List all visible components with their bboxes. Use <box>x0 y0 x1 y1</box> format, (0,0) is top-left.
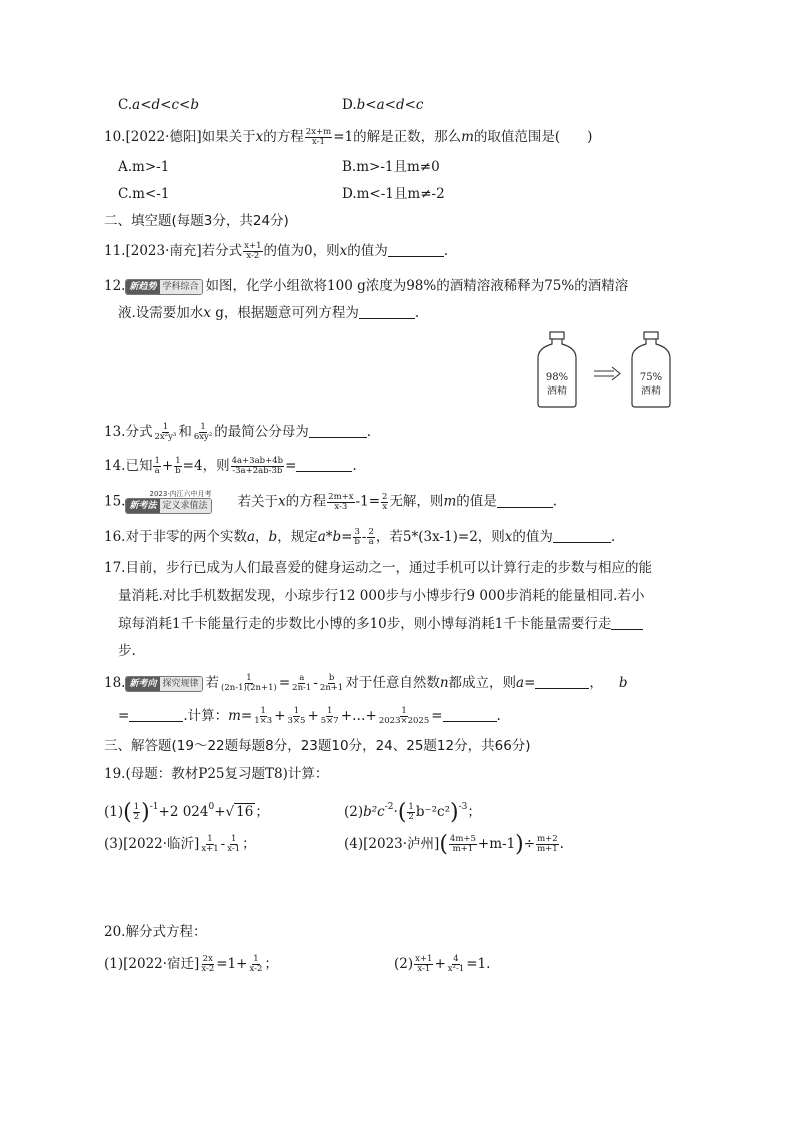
q14-frac-num: 1 <box>175 456 181 466</box>
q14-answer-blank[interactable] <box>296 457 352 472</box>
q18-var-m: m <box>228 708 241 724</box>
q16-var-b: b <box>268 529 278 545</box>
q14-plus: + <box>161 458 174 474</box>
q15-text: 若关于 <box>237 493 279 510</box>
q16-text: 的值为 <box>512 529 553 545</box>
q10-text: 的取值范围是( ) <box>473 129 593 145</box>
bottle-98-percent: 98% <box>545 372 569 383</box>
q18-frac-den: 2023×2025 <box>378 716 430 726</box>
q18-blank-a[interactable] <box>535 674 589 689</box>
q11-var: x <box>339 243 348 259</box>
section-3-heading: 三、解答题(19～22题每题8分，23题10分，24、25题12分，共66分) <box>104 738 531 754</box>
q16-frac-den: b <box>354 537 360 547</box>
q20-part-2 <box>394 954 490 974</box>
q13-frac-num: 1 <box>162 422 169 432</box>
q20-frac-den: x-2 <box>201 964 215 974</box>
bottle-75-label: 酒精 <box>641 386 661 397</box>
q20-p1-label: (1) <box>104 956 124 972</box>
q19-p2-end: ； <box>467 804 481 820</box>
q10-var: x <box>255 129 264 145</box>
q19-part-2: $(2)b^2c^{-2}\cdot$( $\frac{1}{2}$ b⁻²c²)$^{-3}$； <box>344 800 481 825</box>
q19-p1-label: (1) <box>104 804 124 820</box>
q19-part-1: (1)( $\frac{1}{2}$ )$^{-1}$+2 $024^0+√$ 16 ； <box>104 800 269 825</box>
q18-minus: - <box>313 675 318 691</box>
q19-p2-expr: b²c <box>363 804 385 820</box>
q17-line-3 <box>118 614 643 634</box>
q14-frac-num: 1 <box>154 456 160 466</box>
q18-sum-term-2 <box>287 707 307 726</box>
q10-frac-num: 2x+m <box>305 127 332 137</box>
q19-p3-fraction-2 <box>226 835 241 854</box>
q19-p1-end: ； <box>255 804 269 820</box>
q16-fraction-1 <box>353 528 360 547</box>
q20-p2-label: (2) <box>394 956 414 972</box>
q19-p3-label: (3) <box>104 836 124 852</box>
q18-fraction-2 <box>291 674 312 693</box>
q20-part-1 <box>104 954 278 974</box>
q18-fraction-1 <box>220 674 278 693</box>
q18-text: = <box>118 708 130 724</box>
q12-var: x <box>203 305 211 321</box>
q18-eq: = <box>278 675 291 691</box>
q18-blank-m[interactable] <box>443 707 497 722</box>
q11-text: [2023·南充]若分式 <box>125 243 243 259</box>
q18-frac-num: 1 <box>327 706 333 716</box>
q19-part-3 <box>104 834 256 854</box>
q9-option-d <box>342 95 423 115</box>
q19-p1-radicand: 16 <box>236 804 254 820</box>
q13-frac-den: 6xy² <box>193 432 213 442</box>
q14-text: =4，则 <box>182 458 230 474</box>
q12-bottles-figure <box>534 330 680 410</box>
question-12 <box>104 276 628 296</box>
bottle-75-percent: 75% <box>639 372 663 383</box>
q14-text: 已知 <box>125 458 153 474</box>
q17-text: 琼每消耗1千卡能量行走的步数比小博的多10步，则小博每消耗1千卡能量需要行走 <box>118 616 612 632</box>
q18-sep: ， <box>589 675 603 691</box>
q18-text: 都成立，则 <box>448 675 517 691</box>
question-11 <box>104 241 448 261</box>
q18-eq: = <box>431 708 443 724</box>
q16-var-a: a <box>246 529 256 545</box>
q20-frac-num: 4 <box>453 954 459 964</box>
q13-text: 分式 <box>125 424 153 440</box>
question-10 <box>104 127 592 147</box>
q19-p1-plus: + <box>214 804 226 820</box>
q19-p4-label: (4) <box>344 836 364 852</box>
q9-option-c-label: C. <box>118 97 133 113</box>
q15-tag-a: 新考法 <box>126 499 159 513</box>
q11-fraction <box>243 242 262 261</box>
q18-line-2: = .计算：m= $\frac{1}{1\times 3}$ + $\frac{1}{3\times 5}$ + $\frac{1}{5\times 7}$ +…+ $\frac{1}{2023\times 2025}$ = . <box>118 706 501 726</box>
q10-frac-den: x-1 <box>312 137 325 147</box>
q19-p2-inner: b⁻²c² <box>415 804 450 820</box>
q18-frac-num: a <box>299 673 305 683</box>
q20-title: 解分式方程： <box>125 924 207 940</box>
q18-frac-den: 2n-1 <box>292 683 312 693</box>
q14-fraction-3 <box>231 457 285 476</box>
q18-sum-term-3 <box>320 707 340 726</box>
q18-var: n <box>439 675 449 691</box>
q12-line-1: 如图，化学小组欲将100 g浓度为98%的酒精溶液稀释为75%的酒精溶 <box>205 278 629 294</box>
q15-fraction-1 <box>327 493 354 512</box>
q12-text: 液.设需要加水 <box>118 305 204 321</box>
q18-text: = <box>524 675 536 691</box>
q19-p3-source: [2022·临沂] <box>123 836 200 852</box>
q19-part-4: (4)[2023·泸州]( $\frac{4m+5}{m+1}$ +m-1)÷ $\frac{m+2}{m+1}$ . <box>344 832 564 857</box>
q15-text: 无解，则 <box>389 493 444 510</box>
q19-p2-exp: -2 <box>384 802 394 812</box>
q18-frac-num: b <box>328 673 335 683</box>
q10-fraction <box>305 128 332 147</box>
q16-fraction-2 <box>367 528 374 547</box>
q19-frac-den: m+1 <box>452 844 474 854</box>
q15-var: x <box>278 493 286 510</box>
q15-text: -1= <box>355 493 381 510</box>
q13-fraction-2 <box>193 423 213 442</box>
q20-p2-end: =1. <box>466 956 491 972</box>
q17-line-2: 量消耗.对比手机数据发现，小琼步行12 000步与小博步行9 000步消耗的能量相同.若小 <box>118 588 645 604</box>
sqrt-icon: √ <box>225 804 235 820</box>
q15-frac-den: x-3 <box>334 501 348 512</box>
q14-fraction-1 <box>153 457 160 476</box>
q14-frac-den: a <box>154 466 160 476</box>
q16-frac-num: 3 <box>354 527 360 537</box>
q11-number: 11. <box>104 243 126 259</box>
q10-source: [2022·德阳] <box>125 129 202 145</box>
q10-number: 10. <box>104 129 126 145</box>
q19-p4-source: [2023·泸州] <box>363 836 440 852</box>
q19-p4-fraction-2 <box>536 835 559 854</box>
q19-frac-num: m+2 <box>537 834 558 844</box>
q18-tag-b: 探究规律 <box>160 677 202 691</box>
q10-option-a: A.m>-1 <box>118 159 170 175</box>
question-18 <box>104 673 628 693</box>
q18-eq: = <box>240 708 253 724</box>
q19-p1-zero-exp: 0 <box>208 802 215 812</box>
q11-text: 的值为 <box>347 243 388 259</box>
q19-p4-mid: +m-1 <box>477 836 516 852</box>
q13-answer-blank[interactable] <box>309 423 367 438</box>
q19-p2-fraction <box>407 803 414 822</box>
q19-frac-num: 1 <box>207 834 213 844</box>
q19-p1-text: +2 024 <box>158 804 209 820</box>
q18-end: . <box>496 708 501 724</box>
q20-frac-den: x-1 <box>417 964 431 974</box>
q10-text: 的方程 <box>263 129 304 145</box>
q19-p3-end: ； <box>242 836 256 852</box>
q20-frac-den: x²-1 <box>447 964 465 974</box>
q12-text: g，根据题意可列方程为 <box>210 305 359 321</box>
q13-number: 13. <box>104 424 126 440</box>
q18-tag-a: 新考向 <box>126 677 159 691</box>
q16-frac-den: a <box>368 537 374 547</box>
q19-p3-minus: - <box>220 836 226 852</box>
q18-fraction-3 <box>319 674 344 693</box>
q11-end: . <box>443 243 449 259</box>
q19-frac-den: m+1 <box>537 844 558 854</box>
q15-text: 的方程 <box>285 493 327 510</box>
q10-option-c: C.m<-1 <box>118 186 170 202</box>
q11-answer-blank[interactable] <box>388 242 444 257</box>
q18-number: 18. <box>104 675 126 691</box>
q19-frac-num: 1 <box>133 802 140 812</box>
q20-number: 20. <box>104 924 126 940</box>
q15-answer-blank[interactable] <box>497 493 553 508</box>
q14-frac-num: 4a+3ab+4b <box>231 456 284 466</box>
q12-tag <box>125 279 202 295</box>
q18-text: 若 <box>205 675 220 691</box>
q18-var-a: a <box>516 675 525 691</box>
q19-p3-fraction-1 <box>200 835 219 854</box>
q13-fraction-1 <box>153 423 177 442</box>
q15-var: m <box>443 493 457 510</box>
q18-frac-num: 1 <box>260 706 266 716</box>
q14-number: 14. <box>104 458 126 474</box>
q19-frac-den: 2 <box>133 812 140 822</box>
q18-frac-den: 1×3 <box>254 716 273 726</box>
q11-frac-num: x+1 <box>244 241 262 251</box>
q19-p1-exp: -1 <box>149 802 159 812</box>
q19-p2-dot: · <box>393 804 398 820</box>
q18-text: 对于任意自然数 <box>345 675 440 691</box>
q19-frac-num: 4m+5 <box>449 834 476 844</box>
q17-answer-blank[interactable] <box>611 615 643 630</box>
q9-option-d-label: D. <box>342 97 357 113</box>
q18-frac-den: 5×7 <box>320 716 339 726</box>
q18-dots: +…+ <box>340 708 377 724</box>
section-2-heading: 二、填空题(每题3分，共24分) <box>104 213 289 229</box>
q12-number: 12. <box>104 278 126 294</box>
q15-frac-num: 2 <box>382 491 388 502</box>
q15-text: 的值是 <box>456 493 497 510</box>
q12-tag-a: 新趋势 <box>126 280 159 294</box>
q19-p1-fraction <box>133 803 140 822</box>
q20-p2-fraction-1 <box>414 955 433 974</box>
q18-frac-num: 1 <box>401 706 407 716</box>
q15-frac-num: 2m+x <box>328 491 354 502</box>
q13-text: 的最简公分母为 <box>214 424 309 440</box>
q18-sum-term-1 <box>253 707 273 726</box>
question-15 <box>104 490 557 514</box>
q12-tag-b: 学科综合 <box>160 280 202 294</box>
q14-text: = <box>285 458 297 474</box>
q19-p2-label: (2) <box>344 804 364 820</box>
q15-fraction-2 <box>381 493 388 512</box>
q20-p1-fraction-1 <box>200 955 215 974</box>
q15-end: . <box>552 493 558 510</box>
q18-var-b: b <box>618 675 628 691</box>
q17-line-4: 步. <box>118 643 136 659</box>
q19-frac-num: 1 <box>230 834 237 844</box>
q15-number: 15. <box>104 493 126 510</box>
q19-p4-end: . <box>559 836 564 852</box>
q15-tag <box>125 490 211 514</box>
q18-sum-term-4 <box>378 707 430 726</box>
q14-frac-den: b <box>175 466 181 476</box>
q16-answer-blank[interactable] <box>553 528 611 543</box>
q16-eq: = <box>341 529 353 545</box>
q20-frac-num: 1 <box>253 954 259 964</box>
q19-p4-divide: ÷ <box>523 836 536 852</box>
q10-var: m <box>461 129 474 145</box>
arrow-right-icon <box>594 367 620 380</box>
q19-number: 19. <box>104 766 126 782</box>
q18-frac-num: 1 <box>293 706 300 716</box>
q15-tag-source: 2023·内江六中月考 <box>149 490 212 498</box>
q20-p1-mid: =1+ <box>216 956 248 972</box>
q16-end: . <box>610 529 616 545</box>
q18-frac-den: 2n+1 <box>319 683 344 693</box>
q19-frac-den: 2 <box>408 812 414 822</box>
q18-frac-den: (2n-1)(2n+1) <box>221 683 277 693</box>
question-13 <box>104 422 371 442</box>
q20-p1-source: [2022·宿迁] <box>123 956 200 972</box>
q16-text: ，规定 <box>277 529 318 545</box>
q15-frac-den: x <box>382 501 388 512</box>
q18-frac-den: 3×5 <box>287 716 306 726</box>
q20-p1-end: ； <box>264 956 278 972</box>
q20-frac-den: x-2 <box>249 964 263 974</box>
q13-text: 和 <box>178 424 192 440</box>
q16-var: x <box>504 529 513 545</box>
q13-end: . <box>366 424 372 440</box>
q19-p2-exp: -3 <box>458 802 468 812</box>
q9-option-c <box>118 95 199 115</box>
q15-tag-b: 定义求值法 <box>160 499 211 513</box>
q10-option-d: D.m<-1且m≠-2 <box>342 186 445 202</box>
q19-frac-den: x+1 <box>201 844 219 854</box>
question-16 <box>104 527 615 547</box>
q16-frac-num: 2 <box>368 527 374 537</box>
q9-option-d-expr: b<a<d<c <box>356 97 424 113</box>
q11-frac-den: x-2 <box>246 251 260 261</box>
q20-p2-plus: + <box>434 956 446 972</box>
bottle-98-label: 酒精 <box>547 386 567 397</box>
q19-frac-num: 1 <box>408 802 414 812</box>
q14-fraction-2 <box>174 457 181 476</box>
q19-title: (母题：教材P25复习题T8)计算： <box>125 766 329 782</box>
q13-frac-num: 1 <box>200 422 206 432</box>
q16-number: 16. <box>104 529 126 545</box>
q12-end: . <box>414 305 420 321</box>
q17-line-1: 目前，步行已成为人们最喜爱的健身运动之一，通过手机可以计算行走的步数与相应的能 <box>125 560 652 576</box>
q10-option-b: B.m>-1且m≠0 <box>342 159 440 175</box>
q18-frac-num: 1 <box>246 673 252 683</box>
q18-blank-b[interactable] <box>129 707 183 722</box>
q20-frac-num: x+1 <box>415 954 433 964</box>
q16-text: ，若5*(3x-1)=2，则 <box>375 529 505 545</box>
q20-p1-fraction-2 <box>248 955 263 974</box>
q16-minus: - <box>361 529 367 545</box>
q14-frac-den: -3a+2ab-3b <box>232 466 283 476</box>
q10-text: =1的解是正数，那么 <box>333 129 462 145</box>
q16-sep: ， <box>255 529 269 545</box>
question-19 <box>104 764 328 784</box>
q16-text: 对于非零的两个实数 <box>125 529 247 545</box>
q18-text: .计算： <box>183 708 229 724</box>
question-14 <box>104 456 357 476</box>
q13-frac-den: 2x²y³ <box>154 432 177 442</box>
q20-frac-num: 2x <box>202 954 213 964</box>
q19-p4-fraction-1 <box>449 835 477 854</box>
q19-frac-den: x-1 <box>227 844 241 854</box>
q10-text: 如果关于 <box>201 129 256 145</box>
q12-answer-blank[interactable] <box>359 304 415 319</box>
question-17 <box>104 558 652 578</box>
q18-tag <box>125 676 202 692</box>
q16-expr: a*b <box>317 529 342 545</box>
q11-text: 的值为0，则 <box>263 243 340 259</box>
q20-p2-fraction-2 <box>447 955 465 974</box>
q12-line-2 <box>118 303 419 323</box>
q17-number: 17. <box>104 560 126 576</box>
question-20 <box>104 922 206 942</box>
q9-option-c-expr: a<d<c<b <box>132 97 199 113</box>
q14-end: . <box>352 458 357 474</box>
